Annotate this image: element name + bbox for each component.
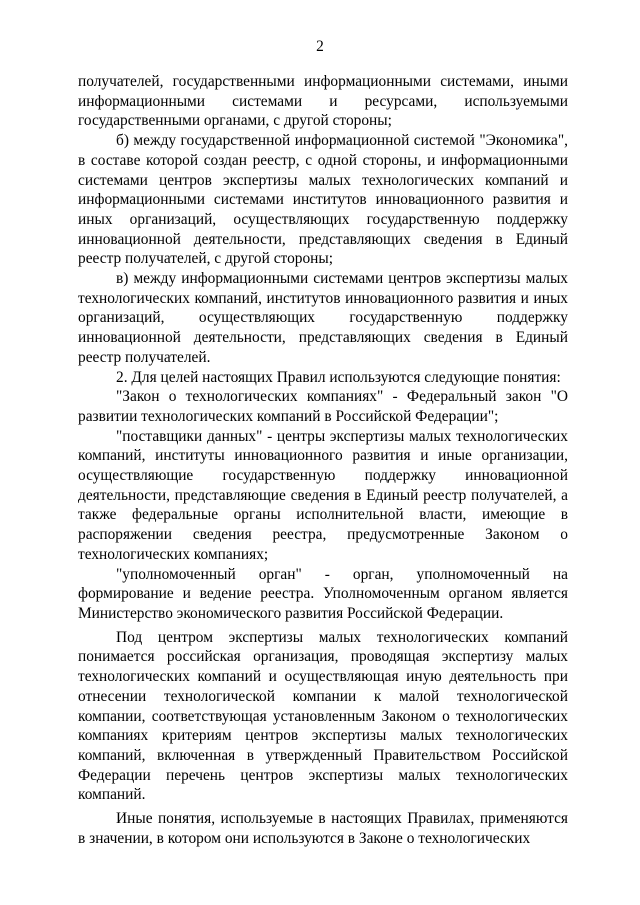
paragraph-item-b: б) между государственной информационной системой "Экономика", в составе которой создан реестр, с одной стороны, и информационными системами центров экспертизы малых технологических компаний и информационными системами институтов инновационного развития и иных организаций, осуществляющих государственную поддержку инновационной деятельности, представляющих сведения в Единый реестр получателей, с другой стороны; [78,132,568,268]
paragraph-other-terms: Иные понятия, используемые в настоящих Правилах, применяются в значении, в котором они используются в Законе о технологических [78,810,568,847]
paragraph-section-2: 2. Для целей настоящих Правил используются следующие понятия: [116,368,561,386]
paragraph-item-v: в) между информационными системами центров экспертизы малых технологических компаний, институтов инновационного развития и иных организаций, осуществляющих государственную поддержку инновационной деятельности, представляющих сведения в Единый реестр получателей. [78,270,568,366]
paragraph-continuation: получателей, государственными информационными системами, иными информационными системами и ресурсами, используемыми государственными органами, с другой стороны; [78,73,568,130]
document-body [78,72,568,848]
definition-data-suppliers: "поставщики данных" - центры экспертизы малых технологических компаний, институты инновационного развития и иные организации, осуществляющие государственную поддержку инновационной деятельности, представляющие сведения в Единый реестр получателей, а также федеральные органы исполнительной власти, имеющие в распоряжении сведения реестра, предусмотренные Законом о технологических компаниях; [78,427,568,563]
definition-tech-law: "Закон о технологических компаниях" - Федеральный закон "О развитии технологических компаний в Российской Федерации"; [78,388,568,425]
page-number: 2 [316,38,324,55]
definition-expertise-center: Под центром экспертизы малых технологических компаний понимается российская организация, проводящая экспертизу малых технологических компаний и осуществляющая иную деятельность при отнесении технологической компании к малой технологической компании, соответствующая установленным Законом о технологических компаниях критериям центров экспертизы малых технологических компаний, включенная в утвержденный Правительством Российской Федерации перечень центров экспертизы малых технологических компаний. [78,628,568,804]
definition-authorized-body: "уполномоченный орган" - орган, уполномоченный на формирование и ведение реестра. Уполномоченным органом является Министерство экономического развития Российской Федерации. [78,565,568,622]
